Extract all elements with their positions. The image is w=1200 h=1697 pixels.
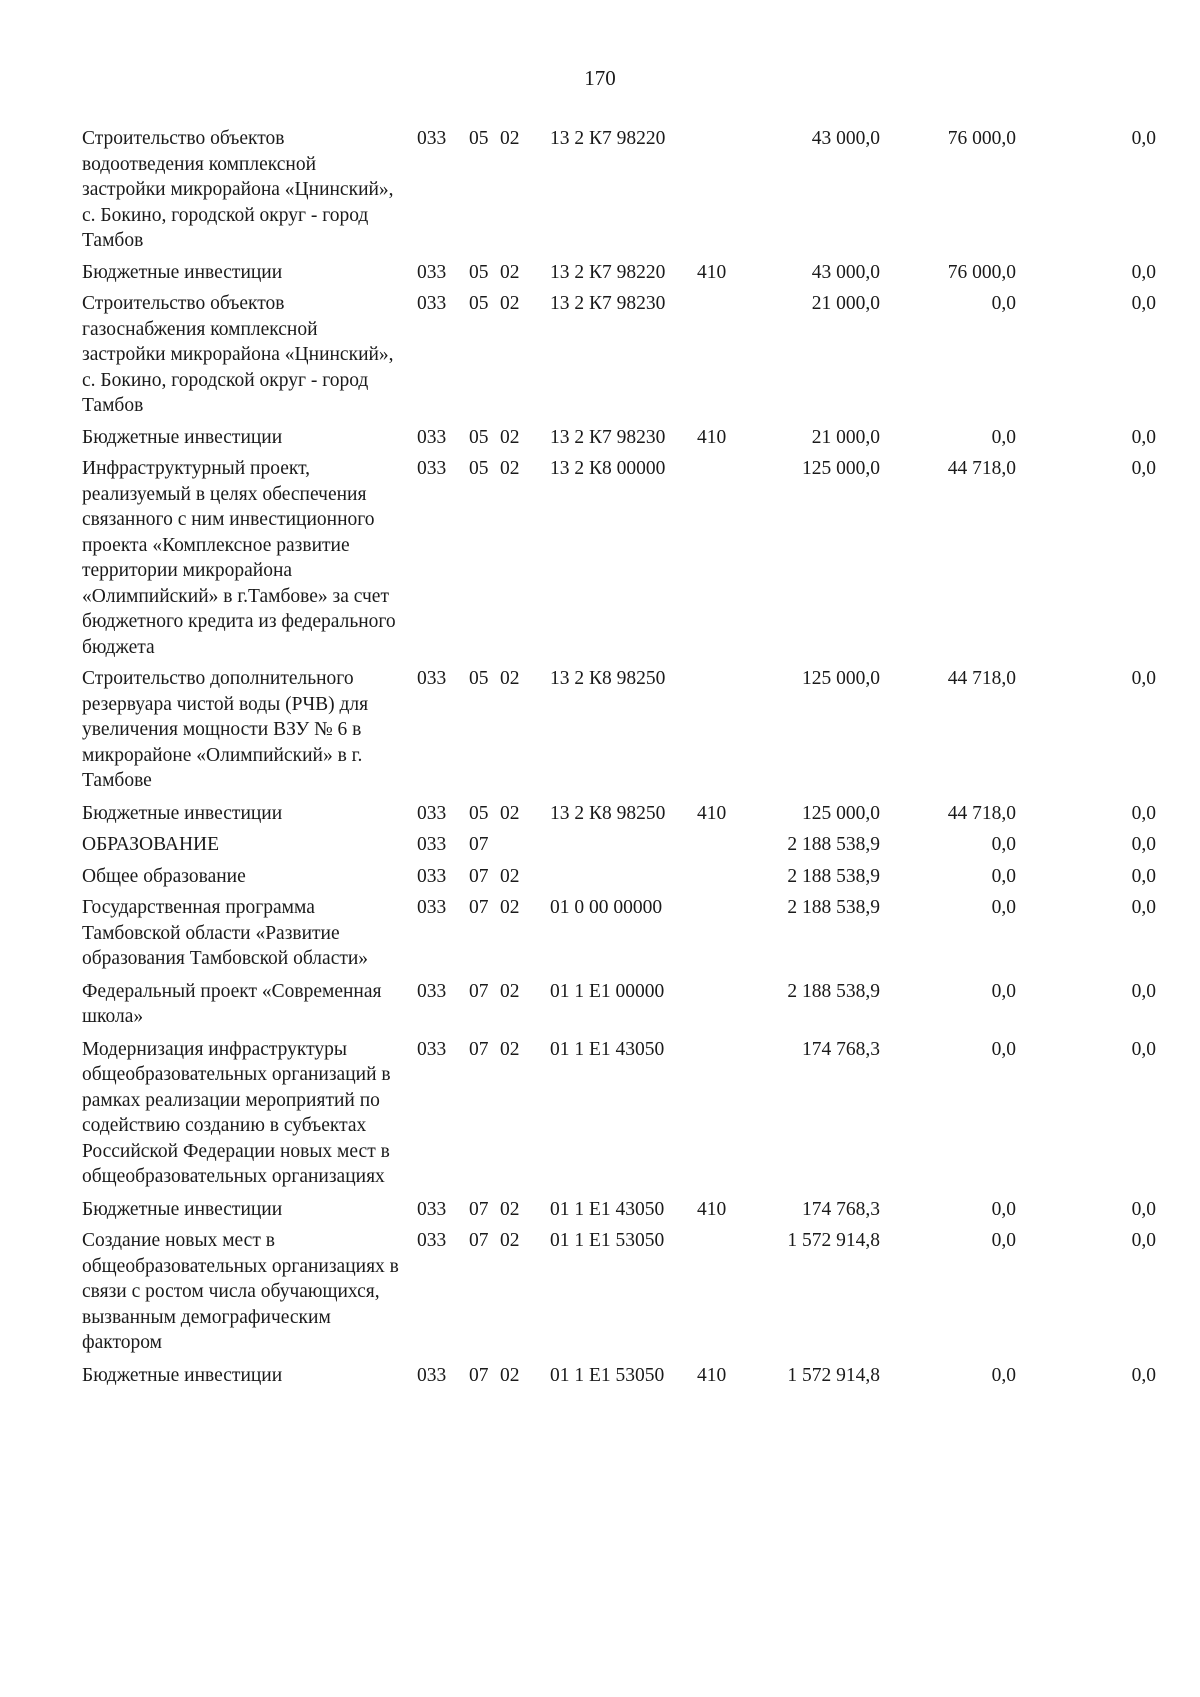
row-amount-3: 0,0 <box>1131 668 1156 689</box>
row-amount-3: 0,0 <box>1131 293 1156 314</box>
row-subsection-code: 02 <box>500 1198 520 1220</box>
row-expense-type: 410 <box>697 802 727 824</box>
row-subsection-code: 02 <box>500 980 520 1002</box>
table-row <box>0 1197 1200 1223</box>
row-gr-code: 033 <box>417 1230 447 1251</box>
row-amount-3: 0,0 <box>1131 865 1156 887</box>
row-amount-1: 2 188 538,9 <box>787 980 880 1002</box>
row-gr-code: 033 <box>417 897 447 918</box>
row-target-code: 01 0 00 00000 <box>550 897 663 918</box>
row-section-code: 05 <box>469 458 489 479</box>
row-section-code: 07 <box>469 980 489 1002</box>
row-amount-3: 0,0 <box>1131 1038 1156 1060</box>
row-section-code: 07 <box>469 834 489 855</box>
row-name: Бюджетные инвестиции <box>82 1364 283 1386</box>
row-amount-2: 0,0 <box>991 1230 1016 1251</box>
row-name: Бюджетные инвестиции <box>82 261 283 283</box>
row-target-code: 01 1 Е1 53050 <box>550 1230 665 1251</box>
row-amount-2: 44 718,0 <box>947 458 1016 479</box>
row-name: Государственная программа Тамбовской области «Развитие образования Тамбовской области» <box>82 897 369 969</box>
row-amount-3: 0,0 <box>1131 834 1156 855</box>
row-amount-2: 0,0 <box>991 1198 1016 1220</box>
row-amount-1: 174 768,3 <box>802 1198 880 1220</box>
row-amount-2: 44 718,0 <box>947 802 1016 824</box>
row-amount-1: 2 188 538,9 <box>787 834 880 855</box>
row-amount-1: 125 000,0 <box>802 668 880 689</box>
row-amount-2: 0,0 <box>991 897 1016 918</box>
row-target-code: 13 2 К7 98230 <box>550 426 666 448</box>
row-gr-code: 033 <box>417 668 447 689</box>
row-amount-1: 43 000,0 <box>811 128 880 149</box>
row-amount-2: 0,0 <box>991 980 1016 1002</box>
row-name: Общее образование <box>82 865 246 887</box>
row-gr-code: 033 <box>417 128 447 149</box>
row-amount-1: 1 572 914,8 <box>787 1230 880 1251</box>
row-name: Федеральный проект «Современная школа» <box>82 980 382 1027</box>
row-subsection-code: 02 <box>500 668 520 689</box>
table-row <box>0 126 1200 254</box>
table-row <box>0 895 1200 972</box>
table-row <box>0 1228 1200 1356</box>
row-amount-2: 0,0 <box>991 1364 1016 1386</box>
row-amount-2: 44 718,0 <box>947 668 1016 689</box>
row-target-code: 01 1 Е1 53050 <box>550 1364 665 1386</box>
table-row <box>0 260 1200 286</box>
row-subsection-code: 02 <box>500 261 520 283</box>
row-gr-code: 033 <box>417 458 447 479</box>
row-section-code: 07 <box>469 865 489 887</box>
row-subsection-code: 02 <box>500 1038 520 1060</box>
row-expense-type: 410 <box>697 426 727 448</box>
row-gr-code: 033 <box>417 1038 447 1060</box>
row-section-code: 05 <box>469 668 489 689</box>
row-amount-1: 125 000,0 <box>802 802 880 824</box>
row-amount-3: 0,0 <box>1131 1198 1156 1220</box>
row-amount-3: 0,0 <box>1131 426 1156 448</box>
row-target-code: 13 2 К7 98220 <box>550 128 666 149</box>
row-amount-2: 0,0 <box>991 834 1016 855</box>
row-subsection-code: 02 <box>500 802 520 824</box>
row-section-code: 05 <box>469 261 489 283</box>
table-row <box>0 666 1200 794</box>
row-name: Строительство дополнительного резервуара чистой воды (РЧВ) для увеличения мощности ВЗУ № 6 в микрорайоне «Олимпийский» в г. Тамбове <box>82 668 369 791</box>
row-target-code: 01 1 Е1 00000 <box>550 980 665 1002</box>
row-gr-code: 033 <box>417 802 447 824</box>
row-amount-2: 0,0 <box>991 426 1016 448</box>
row-amount-2: 76 000,0 <box>947 128 1016 149</box>
row-name: Бюджетные инвестиции <box>82 1198 283 1220</box>
budget-table <box>0 126 1200 1388</box>
row-gr-code: 033 <box>417 1198 447 1220</box>
row-name: Строительство объектов водоотведения комплексной застройки микрорайона «Цнинский», с. Бокино, городской округ - город Тамбов <box>82 128 394 251</box>
row-amount-1: 21 000,0 <box>811 293 880 314</box>
row-amount-1: 2 188 538,9 <box>787 897 880 918</box>
row-subsection-code: 02 <box>500 1364 520 1386</box>
row-amount-3: 0,0 <box>1131 261 1156 283</box>
row-subsection-code: 02 <box>500 897 520 918</box>
row-target-code: 13 2 К8 98250 <box>550 668 666 689</box>
row-amount-2: 76 000,0 <box>947 261 1016 283</box>
row-amount-1: 21 000,0 <box>811 426 880 448</box>
row-name: Бюджетные инвестиции <box>82 802 283 824</box>
row-gr-code: 033 <box>417 865 447 887</box>
row-amount-1: 174 768,3 <box>802 1038 880 1060</box>
row-subsection-code: 02 <box>500 128 520 149</box>
row-section-code: 07 <box>469 1364 489 1386</box>
row-target-code: 01 1 Е1 43050 <box>550 1038 665 1060</box>
row-section-code: 05 <box>469 802 489 824</box>
row-subsection-code: 02 <box>500 865 520 887</box>
row-amount-3: 0,0 <box>1131 980 1156 1002</box>
row-subsection-code: 02 <box>500 293 520 314</box>
row-gr-code: 033 <box>417 261 447 283</box>
row-gr-code: 033 <box>417 1364 447 1386</box>
row-amount-2: 0,0 <box>991 865 1016 887</box>
row-expense-type: 410 <box>697 1364 727 1386</box>
page-number: 170 <box>584 66 616 90</box>
row-section-code: 05 <box>469 426 489 448</box>
row-amount-3: 0,0 <box>1131 1364 1156 1386</box>
table-row <box>0 291 1200 419</box>
table-row <box>0 456 1200 660</box>
row-gr-code: 033 <box>417 293 447 314</box>
row-target-code: 13 2 К8 00000 <box>550 458 666 479</box>
row-amount-3: 0,0 <box>1131 458 1156 479</box>
table-row <box>0 979 1200 1030</box>
row-gr-code: 033 <box>417 426 447 448</box>
row-amount-2: 0,0 <box>991 1038 1016 1060</box>
row-name: ОБРАЗОВАНИЕ <box>82 834 220 855</box>
row-gr-code: 033 <box>417 980 447 1002</box>
row-target-code: 01 1 Е1 43050 <box>550 1198 665 1220</box>
table-row <box>0 1363 1200 1389</box>
row-expense-type: 410 <box>697 1198 727 1220</box>
row-name: Бюджетные инвестиции <box>82 426 283 448</box>
row-target-code: 13 2 К8 98250 <box>550 802 666 824</box>
row-target-code: 13 2 К7 98230 <box>550 293 666 314</box>
row-name: Модернизация инфраструктуры общеобразовательных организаций в рамках реализации мероприятий по содействию созданию в субъектах Российской Федерации новых мест в общеобразовательных организациях <box>82 1038 391 1187</box>
row-subsection-code: 02 <box>500 426 520 448</box>
table-row <box>0 832 1200 858</box>
row-amount-3: 0,0 <box>1131 1230 1156 1251</box>
row-name: Создание новых мест в общеобразовательных организациях в связи с ростом числа обучающихся, вызванным демографическим фактором <box>82 1230 399 1353</box>
row-expense-type: 410 <box>697 261 727 283</box>
row-name: Строительство объектов газоснабжения комплексной застройки микрорайона «Цнинский», с. Бокино, городской округ - город Тамбов <box>82 293 394 416</box>
row-amount-1: 125 000,0 <box>802 458 880 479</box>
row-target-code: 13 2 К7 98220 <box>550 261 666 283</box>
row-section-code: 07 <box>469 1230 489 1251</box>
row-subsection-code: 02 <box>500 458 520 479</box>
row-section-code: 05 <box>469 128 489 149</box>
row-section-code: 05 <box>469 293 489 314</box>
row-amount-2: 0,0 <box>991 293 1016 314</box>
row-section-code: 07 <box>469 1038 489 1060</box>
table-row <box>0 1037 1200 1190</box>
row-section-code: 07 <box>469 897 489 918</box>
table-row <box>0 864 1200 890</box>
row-amount-3: 0,0 <box>1131 128 1156 149</box>
row-amount-3: 0,0 <box>1131 802 1156 824</box>
row-amount-3: 0,0 <box>1131 897 1156 918</box>
row-amount-1: 2 188 538,9 <box>787 865 880 887</box>
table-row <box>0 425 1200 451</box>
row-gr-code: 033 <box>417 834 447 855</box>
table-row <box>0 801 1200 827</box>
row-section-code: 07 <box>469 1198 489 1220</box>
row-amount-1: 1 572 914,8 <box>787 1364 880 1386</box>
row-amount-1: 43 000,0 <box>811 261 880 283</box>
row-name: Инфраструктурный проект, реализуемый в целях обеспечения связанного с ним инвестиционного проекта «Комплексное развитие территории микрорайона «Олимпийский» в г.Тамбове» за счет бюджетного кредита из федерального бюджета <box>82 458 396 658</box>
row-subsection-code: 02 <box>500 1230 520 1251</box>
